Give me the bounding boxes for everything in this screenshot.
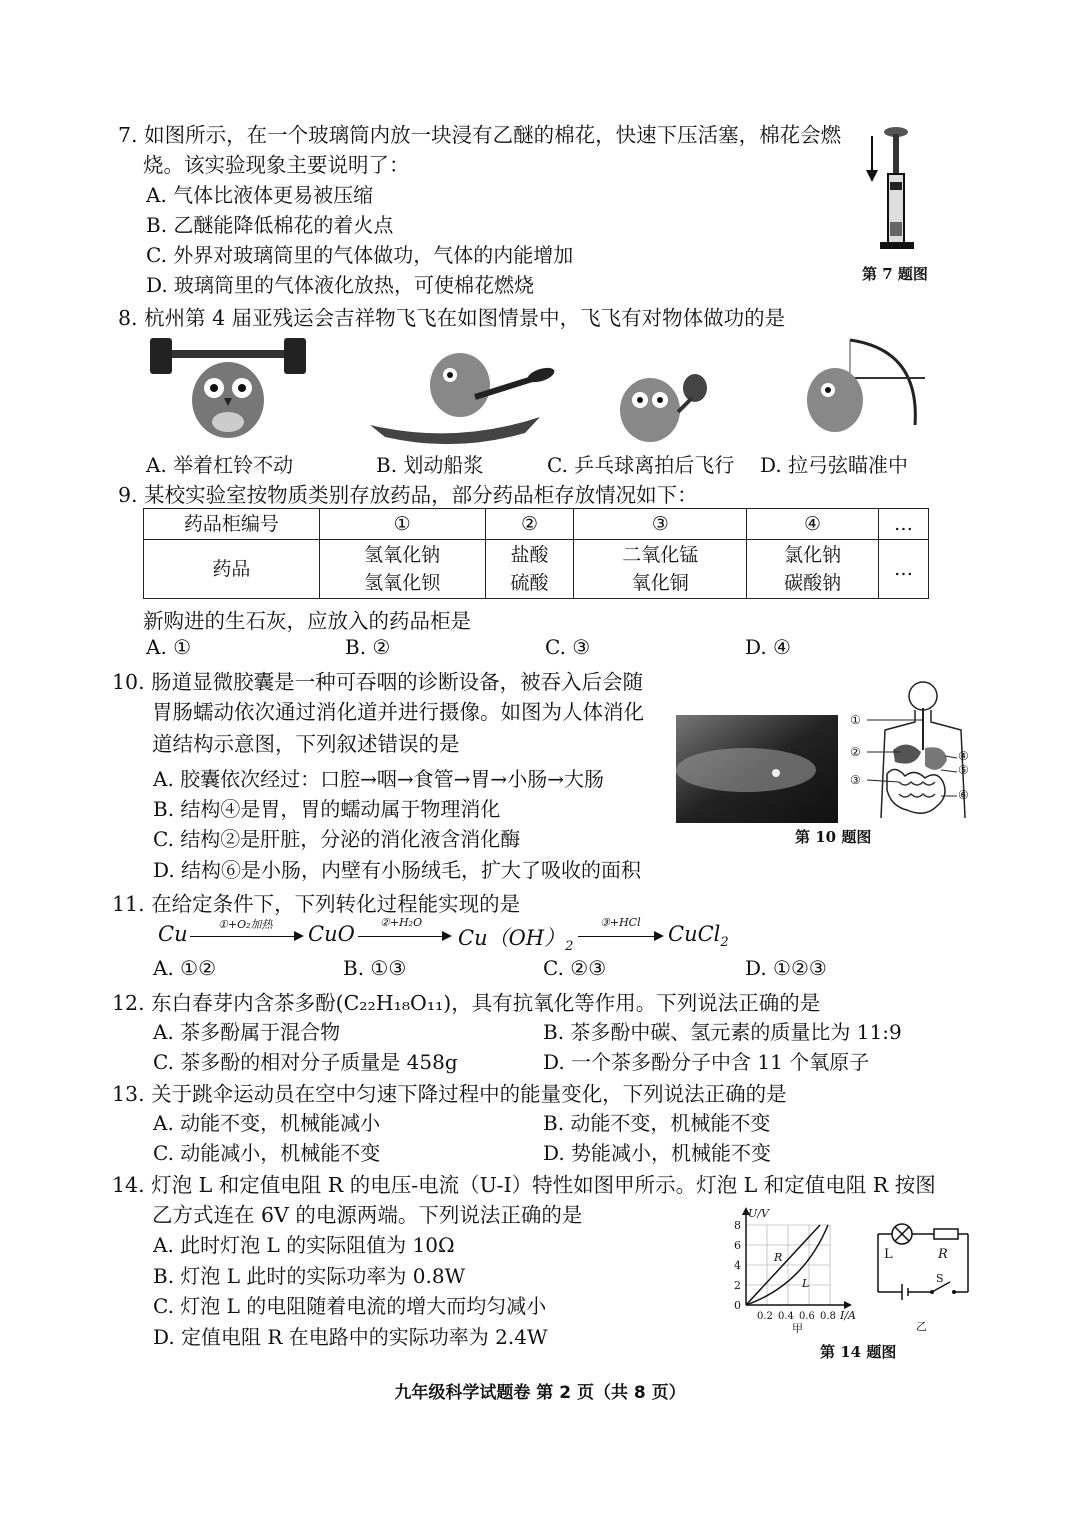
table-cell: 氢氧化钠 氢氧化钡 <box>319 540 485 599</box>
q11-option-b: B. ①③ <box>343 956 407 980</box>
arrow-3 <box>578 936 662 937</box>
graph-sub-caption: 甲 <box>792 1322 803 1335</box>
circuit-label-l: L <box>884 1247 893 1262</box>
organ-label-5: ⑤ <box>958 763 969 777</box>
capsule-photo <box>676 715 838 823</box>
q10-option-c: C. 结构②是肝脏，分泌的消化液含消化酶 <box>153 827 521 851</box>
x-axis-label: I/A <box>840 1309 856 1322</box>
q8-option-a: A. 举着杠铃不动 <box>146 453 294 477</box>
x-tick: 0.6 <box>799 1311 815 1322</box>
organ-label-2: ② <box>850 745 861 759</box>
q14-line1: 14. 灯泡 L 和定值电阻 R 的电压-电流（U-I）特性如图甲所示。灯泡 L 和定值电阻 R 按图 <box>112 1173 936 1197</box>
row-label: 药品 <box>144 540 320 599</box>
y-tick: 0 <box>734 1299 741 1312</box>
q12-option-a: A. 茶多酚属于混合物 <box>153 1020 341 1044</box>
table-cell: 二氧化锰 氧化铜 <box>574 540 747 599</box>
q13-option-c: C. 动能减小，机械能不变 <box>153 1141 381 1165</box>
organ-label-4: ④ <box>958 749 969 763</box>
q9-text: 9. 某校实验室按物质类别存放药品，部分药品柜存放情况如下： <box>118 483 698 507</box>
species-cuo: CuO <box>308 922 355 946</box>
header-cell: 药品柜编号 <box>144 509 320 540</box>
table-cell: … <box>878 540 928 599</box>
x-tick: 0.4 <box>778 1311 794 1322</box>
organ-label-3: ③ <box>850 773 861 787</box>
q7-line2: 烧。该实验现象主要说明了： <box>143 153 410 177</box>
q10-line3: 道结构示意图，下列叙述错误的是 <box>152 732 460 756</box>
mascot-paddle-boat-figure <box>365 345 555 445</box>
y-tick: 8 <box>734 1219 741 1232</box>
q14-option-c: C. 灯泡 L 的电阻随着电流的增大而均匀减小 <box>153 1294 547 1318</box>
header-cell: ④ <box>747 509 879 540</box>
table-row <box>144 540 929 599</box>
q13-option-b: B. 动能不变，机械能不变 <box>543 1111 771 1135</box>
condition-2: ②+H₂O <box>380 916 423 929</box>
condition-1: ①+O₂加热 <box>218 918 273 931</box>
q10-line2: 胃肠蠕动依次通过消化道并进行摄像。如图为人体消化 <box>152 700 644 724</box>
q9-option-a: A. ① <box>146 635 192 659</box>
q8-option-d: D. 拉弓弦瞄准中 <box>760 453 909 477</box>
circuit-diagram <box>870 1218 980 1334</box>
q9-option-c: C. ③ <box>545 635 591 659</box>
q7-glass-tube-figure <box>860 118 930 258</box>
q11-option-c: C. ②③ <box>543 956 607 980</box>
q7-option-d: D. 玻璃筒里的气体液化放热，可使棉花燃烧 <box>146 273 535 297</box>
arrow-2 <box>358 936 450 937</box>
organ-label-6: ⑥ <box>958 788 969 802</box>
y-axis-label: U/V <box>748 1207 769 1220</box>
q10-caption: 第 10 题图 <box>795 828 872 846</box>
q12-text: 12. 东白春芽内含茶多酚(C₂₂H₁₈O₁₁)，具有抗氧化等作用。下列说法正确的是 <box>112 991 821 1015</box>
q7-line1: 7. 如图所示，在一个玻璃筒内放一块浸有乙醚的棉花，快速下压活塞，棉花会燃 <box>118 123 842 147</box>
q14-option-b: B. 灯泡 L 此时的实际功率为 0.8W <box>153 1264 466 1288</box>
y-tick: 2 <box>734 1279 741 1292</box>
q10-option-d: D. 结构⑥是小肠，内壁有小肠绒毛，扩大了吸收的面积 <box>153 858 642 882</box>
q14-option-d: D. 定值电阻 R 在电路中的实际功率为 2.4W <box>153 1325 548 1349</box>
q11-text: 11. 在给定条件下，下列转化过程能实现的是 <box>112 892 521 916</box>
q12-option-c: C. 茶多酚的相对分子质量是 458g <box>153 1050 458 1074</box>
q9-option-d: D. ④ <box>745 635 791 659</box>
y-tick: 6 <box>734 1239 741 1252</box>
mascot-bow-figure <box>790 330 930 445</box>
header-cell: ③ <box>574 509 747 540</box>
organ-label-1: ① <box>850 713 861 727</box>
q9-after-text: 新购进的生石灰，应放入的药品柜是 <box>143 609 471 633</box>
q7-option-c: C. 外界对玻璃筒里的气体做功，气体的内能增加 <box>146 243 574 267</box>
medicine-cabinet-table <box>143 508 929 599</box>
x-tick: 0.8 <box>820 1311 836 1322</box>
resistor-symbol <box>934 1229 958 1239</box>
q12-option-b: B. 茶多酚中碳、氢元素的质量比为 11:9 <box>543 1020 902 1044</box>
condition-3: ③+HCl <box>600 916 641 929</box>
q10-option-b: B. 结构④是胃，胃的蠕动属于物理消化 <box>153 797 501 821</box>
q14-option-a: A. 此时灯泡 L 的实际阻值为 10Ω <box>153 1233 455 1257</box>
q13-option-a: A. 动能不变，机械能减小 <box>153 1111 381 1135</box>
header-cell: … <box>878 509 928 540</box>
header-cell: ② <box>485 509 574 540</box>
q13-option-d: D. 势能减小，机械能不变 <box>543 1141 772 1165</box>
q12-option-d: D. 一个茶多酚分子中含 11 个氧原子 <box>543 1050 870 1074</box>
page-footer: 九年级科学试题卷 第 2 页（共 8 页） <box>394 1383 686 1403</box>
q14-caption: 第 14 题图 <box>820 1343 897 1361</box>
y-tick: 4 <box>734 1259 741 1272</box>
reaction-chain-equation <box>158 918 758 954</box>
q9-option-b: B. ② <box>345 635 391 659</box>
q11-option-a: A. ①② <box>153 956 217 980</box>
q10-option-a: A. 胶囊依次经过：口腔→咽→食管→胃→小肠→大肠 <box>153 767 604 791</box>
circuit-sub-caption: 乙 <box>916 1320 927 1333</box>
ui-characteristic-graph <box>728 1205 868 1335</box>
species-cu-oh: $Cu(OH)_2$ <box>458 926 574 955</box>
species-cucl2: CuCl$_2$ <box>668 922 729 951</box>
q7-option-b: B. 乙醚能降低棉花的着火点 <box>146 213 394 237</box>
mascot-ping-pong-figure <box>600 360 720 450</box>
arrow-1 <box>190 936 302 937</box>
table-header-row <box>144 509 929 540</box>
curve-label-l: L <box>802 1277 810 1290</box>
q14-line2: 乙方式连在 6V 的电源两端。下列说法正确的是 <box>152 1203 583 1227</box>
header-cell: ① <box>319 509 485 540</box>
q11-option-d: D. ①②③ <box>745 956 827 980</box>
circuit-label-s: S <box>936 1272 944 1285</box>
q10-line1: 10. 肠道显微胶囊是一种可吞咽的诊断设备，被吞入后会随 <box>112 670 644 694</box>
circuit-label-r: R <box>938 1247 948 1262</box>
digestive-system-diagram <box>845 678 975 828</box>
q7-caption: 第 7 题图 <box>862 265 928 283</box>
mascot-barbell-figure <box>148 330 308 445</box>
table-cell: 盐酸 硫酸 <box>485 540 574 599</box>
species-cu: Cu <box>158 922 188 946</box>
q8-text: 8. 杭州第 4 届亚残运会吉祥物飞飞在如图情景中，飞飞有对物体做功的是 <box>118 306 786 330</box>
q8-option-c: C. 乒乓球离拍后飞行 <box>547 453 735 477</box>
q13-text: 13. 关于跳伞运动员在空中匀速下降过程中的能量变化，下列说法正确的是 <box>112 1082 787 1106</box>
x-tick: 0.2 <box>757 1311 773 1322</box>
q7-option-a: A. 气体比液体更易被压缩 <box>146 183 374 207</box>
table-cell: 氯化钠 碳酸钠 <box>747 540 879 599</box>
curve-label-r: R <box>774 1251 783 1264</box>
q8-option-b: B. 划动船浆 <box>376 453 484 477</box>
